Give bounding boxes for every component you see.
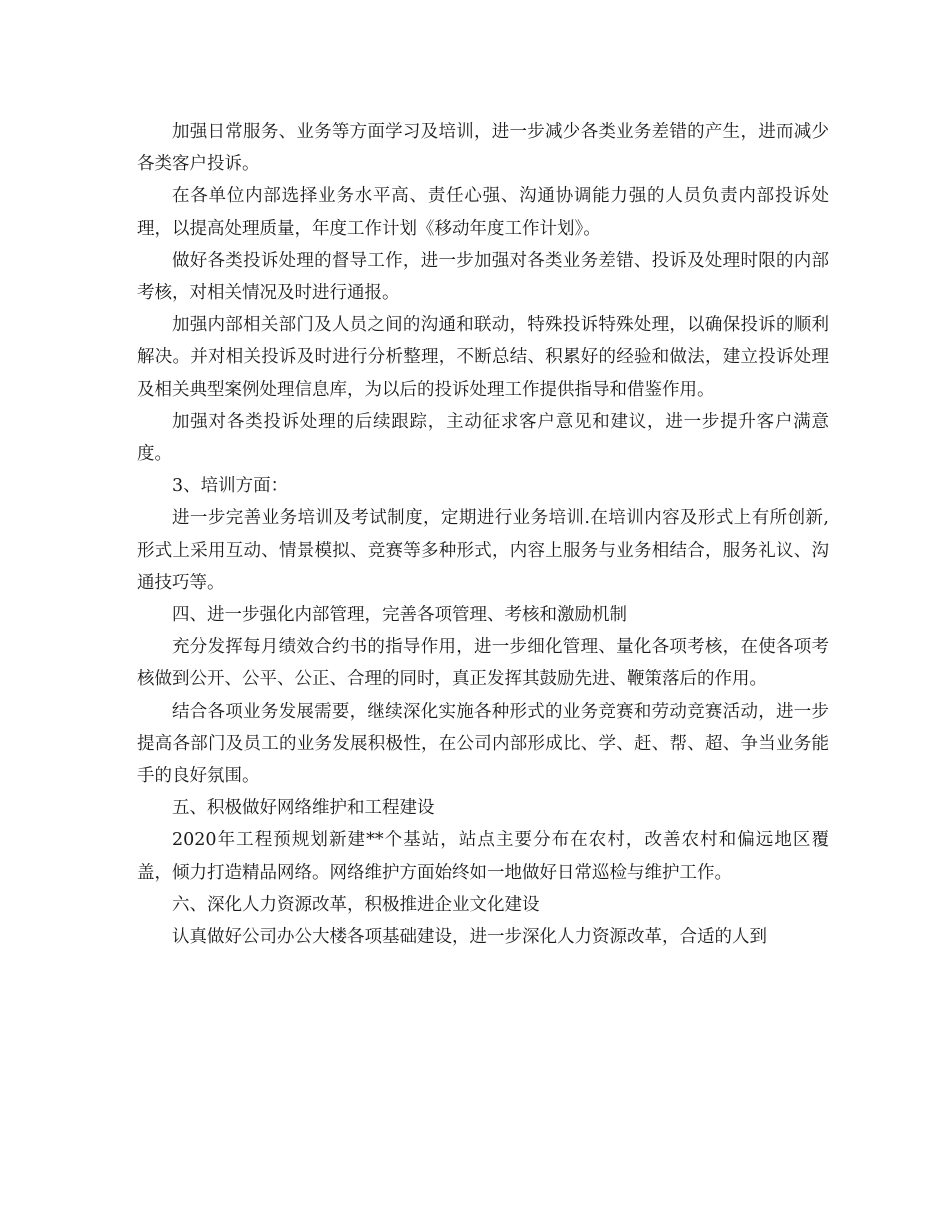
section-heading-management: 四、进一步强化内部管理，完善各项管理、考核和激励机制 — [172, 605, 627, 626]
paragraph-4: 加强内部相关部门及人员之间的沟通和联动，特殊投诉特殊处理，以确保投诉的顺利解决。并对相关投诉及时进行分析整理，不断总结、积累好的经验和做法，建立投诉处理及相关典型案例处理信息库，为以后的投诉处理工作提供指导和借鉴作用。 — [137, 315, 829, 400]
paragraph-7: 进一步完善业务培训及考试制度，定期进行业务培训.在培训内容及形式上有所创新,形式上采用互动、情景模拟、竞赛等多种形式，内容上服务与业务相结合，服务礼议、沟通技巧等。 — [137, 508, 829, 593]
paragraph-9: 充分发挥每月绩效合约书的指导作用，进一步细化管理、量化各项考核，在使各项考核做到公开、公平、公正、合理的同时，真正发挥其鼓励先进、鞭策落后的作用。 — [137, 637, 829, 690]
paragraph-10: 结合各项业务发展需要，继续深化实施各种形式的业务竞赛和劳动竞赛活动，进一步提高各部门及员工的业务发展积极性，在公司内部形成比、学、赶、帮、超、争当业务能手的良好氛围。 — [137, 701, 829, 787]
section-heading-training: 3、培训方面： — [172, 476, 289, 497]
document-body — [137, 116, 829, 953]
paragraph-2: 在各单位内部选择业务水平高、责任心强、沟通协调能力强的人员负责内部投诉处理，以提高处理质量，年度工作计划《移动年度工作计划》。 — [137, 186, 829, 239]
paragraph-14: 认真做好公司办公大楼各项基础建设，进一步深化人力资源改革，合适的人到 — [172, 927, 767, 948]
section-heading-network: 五、积极做好网络维护和工程建设 — [172, 798, 435, 819]
paragraph-3: 做好各类投诉处理的督导工作，进一步加强对各类业务差错、投诉及处理时限的内部考核，对相关情况及时进行通报。 — [137, 250, 829, 304]
paragraph-1: 加强日常服务、业务等方面学习及培训，进一步减少各类业务差错的产生，进而减少各类客户投诉。 — [137, 122, 829, 175]
paragraph-12: 2020年工程预规划新建**个基站，站点主要分布在农村，改善农村和偏远地区覆盖，倾力打造精品网络。网络维护方面始终如一地做好日常巡检与维护工作。 — [137, 830, 829, 883]
section-heading-hr: 六、深化人力资源改革，积极推进企业文化建设 — [172, 894, 540, 915]
paragraph-5: 加强对各类投诉处理的后续跟踪，主动征求客户意见和建议，进一步提升客户满意度。 — [137, 411, 829, 465]
